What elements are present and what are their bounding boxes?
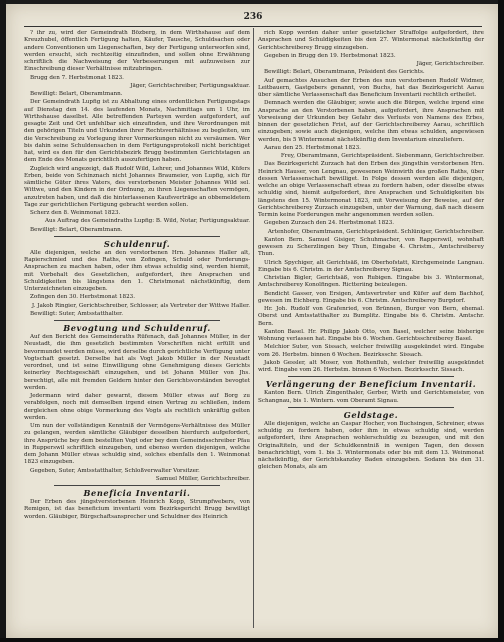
notice-paragraph: Gegeben in Brugg den 19. Herbstmonat 1823.	[264, 52, 396, 59]
signature-line: Frey, Oberamtmann, Gerichtspräsident. Siebenmann, Gerichtschreiber.	[280, 153, 484, 159]
notice-paragraph: Bewilligt: Belart, Oberamtmann.	[30, 226, 123, 233]
notice-paragraph: Alle diejenigen, welche an Caspar Hocher, von Buchsingen, Schreiner, etwas schuldig zu fordern haben, oder ihm in etwas schuldig sind, werden aufgefordert, ihre Ansprachen wohlerschuldig zu bezeugen, und mit den Originaltiteln, und der Schuldkenntniß in wenigen Tagen, den dessen benachrichtigt, vom 1. bis 3. Wintermonats oder bis mit dem 13. Weinmonat nächstkünftig, der Gerichtskanzley Baden einzugeben. Sodann bis den 31. gleichen Monats, als am	[258, 420, 484, 471]
notice-paragraph: Aarau den 25. Herbstmonat 1823.	[264, 144, 361, 151]
notice-paragraph: Brugg den 7. Herbstmonat 1823.	[30, 74, 124, 81]
section-rule	[54, 320, 220, 321]
section-rule	[288, 407, 454, 408]
scan-right-edge	[498, 0, 504, 642]
section-heading: Bevogtung und Schuldenruf.	[63, 323, 211, 333]
notice-paragraph: Das Bezirksgericht Zurzach hat den Erben des jüngsthin verstorbenen Hrn. Heinrich Hauser, von Lengnau, gewesenen Weinwirth des großen Raths, über dessen Verlassenschaft bewilliget. In Folge dessen werden alle diejenigen, welche an obige Verlassenschaft etwas zu fordern haben, oder dieselbe etwas schuldig sind, hiemit aufgefordert, ihre Ansprachen und Schuldigkeiten bis längstens den 15. Wintermonat 1823, mit Vorweisung der Beweise, auf der Gerichtschreiberey Zurzach einzugeben, unter der Warnung, daß nach diesem Termin keine Forderungen mehr angenommen werden sollen.	[258, 161, 484, 218]
right-column	[258, 30, 484, 473]
notice-paragraph: Demnach werden die Gläubiger, sowie auch die Bürgen, welche irgend eine Ansprache an den Verstorbenen haben, aufgefordert, ihre Ansprachen mit Vorweisung der Urkunden bey Gefahr des Verlusts von Namens des Erbes, binnen der gesetzlichen Frist, auf der Gerichtschreiberey Aarau, schriftlich einzugeben; sowie auch diejenigen, welche ihm etwas schulden, angewiesen werden, bis 5 Wintermonat nächstkünftig dem Inventarium einzuliefern.	[258, 100, 484, 143]
notice-paragraph: Auf gemachtes Ansuchen der Erben des nun verstorbenen Rudolf Widmer, Leitbauern, Gastgebers genannt, von Buchs, hat das Bezirksgericht Aarau über sämtliche Verlassenschaft das Beneficium Inventarii rechtlich ertheilet.	[258, 77, 484, 98]
notice-paragraph: Scherz den 8. Weinmonat 1823.	[30, 210, 121, 216]
notice-paragraph: Auf den Bericht des Gemeinderaths Rüfenach, daß Johannes Müller, in der Neustadt, die ihm gesetzlich bestimmten Vorschriften nicht erfüllt und bevormundet werden müsse, wird derselbe durch gerichtliche Verfügung unter Vogtschaft gesetzt. Derselbe hat als Vogt Jakob Müller in der Neustadt verordnet, und ist seine Einwilligung ohne Genehmigung dieses Gerichts keinerley Rechtsgeschäft einzugehen, und ist Johann Müller von Jhs. berechtigt, alle mit fremden Geldern hinter den Gerichtsvorständen bevogtet werden.	[24, 334, 250, 391]
notice-paragraph: Zofingen den 30. Herbstmonat 1823.	[30, 294, 136, 301]
notice-paragraph: Kanton Bern. Ulrich Zingenthaler, Gerber, Wirth und Gerichtsmeister, von Schangnau, bis 1. Wintern. vom Oberamt Signau.	[258, 390, 484, 404]
notice-paragraph: Bewilligt: Suter, Amtsstatthalter.	[30, 310, 123, 317]
notice-paragraph: Melchior Suter, von Sissach, welcher freiwillig ausgekündet wird. Eingabe vom 26. Herbstm. binnen 6 Wochen. Bezirksschr. Sissach.	[258, 344, 484, 358]
newspaper-page	[6, 4, 500, 638]
signature-line: Artenhofer, Oberamtmann, Gerichtspräsident. Schlüniger, Gerichtschreiber.	[267, 228, 484, 235]
notice-paragraph: Gegeben Zurzach den 24. Herbstmonat 1823.	[264, 220, 395, 227]
notice-paragraph: Jakob Gessler, alt Moser, von Rothenfluh, welcher freiwillig ausgekündet wird. Eingabe vom 26. Herbstm. binnen 6 Wochen. Bezirksschr. Sissach.	[258, 359, 484, 373]
column-divider	[253, 28, 254, 628]
notice-paragraph: Alle diejenigen, welche an den verstorbenen Hrn. Johannes Haller alt, Rapierschmied und des Raths, von Zofingen, Schuld oder Forderungs-Ansprachen zu machen haben, oder ihm etwas schuldig sind, werden hiemit, mit Vorbehalt des Gesetzlichen, aufgefordert, ihre Ansprachen und Schuldigkeiten bis längstens den 1. Christmonat nächstkünftig, dem Unterzeichneten einzugeben.	[24, 249, 250, 292]
section-rule	[288, 376, 454, 377]
signature-line: J. Jakob Ringier, Gerichtschreiber, Schlosser, als Vertreter der Wittwe Haller.	[31, 302, 250, 309]
section-rule	[54, 236, 220, 237]
header-rule	[24, 26, 482, 27]
section-heading: Beneficia Inventarii.	[83, 488, 191, 498]
left-column	[24, 30, 250, 522]
section-heading: Geldstage.	[343, 409, 399, 420]
scan-bottom-edge	[0, 638, 504, 642]
section-heading: Verlängerung der Beneficium Inventarii.	[265, 379, 477, 390]
notice-paragraph: Hr. Joh. Rudolf von Grafenried, von Brünnen, Burger von Bern, ehemal. Oberst und Amtsstatthalter zu Bumplitz. Eingabe bis 6. Christm. Amtschr. Bern.	[258, 306, 484, 327]
section-heading: Schuldenruf.	[103, 238, 171, 249]
notice-paragraph: rich Kopp werden daher unter gesetzlicher Straffolge aufgefordert, ihre Ansprachen und Schuldigkeiten bis den 27. Wintermonat nächstkünftig der Gerichtschreiberey Brugg einzugeben.	[258, 30, 484, 51]
signature-line: Jäger, Gerichtschreiber, Fertigungsaktuar.	[130, 82, 250, 89]
notice-paragraph: ? ihr zu, wird der Gemeindrath Bözberg, in dem Wirthshause auf dem Kreuzhubel, öffentlich Fertigung halten, Käufer, Tausche, Schuldsachen oder andere Conventionen um Liegenschaften, bey der Fertigung unterworfen sind, werden ersucht, sich rechtzeitig einzufinden, und sollen ohne Erwähnung schriftlich die Nachweisung der Verbesserungen mit aufzuweisen zur Einschreibung dieser Verhältnisse mitzubringen.	[24, 30, 250, 73]
notice-paragraph: Kanton Bern. Samuel Gisiger, Schuhmacher, von Rapperswil, wohnhaft gewesen zu Scherzlingen bey Thun, Eingabe 4. Christm., Amtschreiberey Thun.	[258, 236, 484, 258]
notice-paragraph: Kanton Basel. Hr. Philipp Jakob Otto, von Basel, welcher seine bisherige Wohnung verlassen hat. Eingabe bis 6. Wochen. Gerichtsschreiberey Basel.	[258, 328, 484, 342]
signature-line: Aus Auftrag des Gemeindraths Lupfig: B. Wild, Notar, Fertigungsaktuar.	[45, 218, 250, 225]
page-number: 236	[243, 12, 263, 22]
notice-paragraph: Um nun der vollständigen Kenntniß der Vermögens-Verhältnisse des Müller zu gelangen, werden sämtliche Gläubiger desselben hierdurch aufgefordert, ihre Ansprüche bey dem bestellten Vogt oder bey dem Gemeindsschreiber Pfau in Rupperswil schriftlich einzugeben, und ebenso werden diejenigen, welche dem Johann Müller etwas schuldig sind, solches ebenfalls den 1. Weinmonat 1823 einzugeben.	[24, 423, 250, 466]
notice-paragraph: Bendicht Gasser, von Ersigen, Amtsvertreter und Küfer auf dem Bachhof, gewesen im Eichberg. Eingabe bis 6. Christm. Amtschreiberey Burgdorf.	[258, 290, 484, 304]
signature-line: Jäger, Gerichtschreiber.	[416, 61, 484, 67]
notice-paragraph: Bewilligt: Belart, Oberamtmann, Präsident des Gerichts.	[264, 69, 425, 76]
notice-paragraph: Gegeben, Suter, Amtsstatthalter, Schloßverwalter Vorsitzer.	[30, 467, 200, 474]
notice-paragraph: Der Gemeindrath Lupfig ist zu Abhaltung eines ordentlichen Fertigungstags auf Dienstag den 14. des laufenden Monats, Nachmittags um 1 Uhr, im Wirthshause daselbst. Alle betreffenden Parteyen werden aufgefordert, auf gesagte Zeit und Ort unfehlbar sich einzufinden, und ihre Verordnungen mit den gehörigen Titeln und Urkunden ihrer Rechtsverhältnisse zu begleiten, um die Verschreibung zu Vorlegung ihrer Vormerkungen nicht zu versäumen. Wer bis dahin seine Schuldensachen in dem Fertigungsprotokoll nicht berichtiget hat, wird es den für den Gerichtsbezirk Brugg bestimmten Gerichtstagen an dem Ende des Monats gerichtlich auszufertigen haben.	[24, 99, 250, 164]
notice-paragraph: Zugleich wird angezeigt, daß Rudolf Wild, Lehrer, und Johannes Wild, Küfers Erben, beide von Schinznach nicht Johannes Braumeier, von Lupfig, sich für sämtliche Güter ihres Vaters, des verstorbenen Meister Johannes Wild sel. Wittwe, und den Kindern in der Ordnung, zu ihren Liegenschaften vermögen, anzutreten haben, und daß die hinterlassenen Kaufsverträge an obbemeldetem Tage zur gerichtlichen Fertigung gebracht werden sollen.	[24, 165, 250, 208]
section-rule	[54, 485, 220, 486]
notice-paragraph: Jedermann wird daher gewarnt, diesem Müller etwas auf Borg zu verabfolgen, noch mit demselben irgend einen Vertrag zu schließen, indem dergleichen ohne obige Vormerkung des Vogts als rechtlich unkräftig gelten werden.	[24, 393, 250, 421]
notice-paragraph: Bewilligt: Belart, Oberamtmann.	[30, 91, 123, 97]
notice-paragraph: Ulrich Spychiger, alt Gerichtsäß, im Oberhofstatt, Kirchgemeinde Langnau. Eingabe bis 6. Christm. in der Amtschreiberey Signau.	[258, 259, 484, 273]
notice-paragraph: Der Erben des jüngstverstorbenen Heinrich Kopp, Strumpfwebers, von Remigen, ist das beneficium inventarii vom Bezirksgericht Brugg bewilligt worden. Gläubiger, Bürgschaftsansprecher und Schuldner des Heinrich	[24, 499, 250, 520]
signature-line: Samuel Müller, Gerichtschreiber.	[155, 475, 250, 482]
notice-paragraph: Christian Bigler, Gerichtsäß, von Rubigen. Eingabe bis 3. Wintermonat, Amtschreiberey Konolfingen. Rictteriing beizulegen.	[258, 275, 484, 289]
